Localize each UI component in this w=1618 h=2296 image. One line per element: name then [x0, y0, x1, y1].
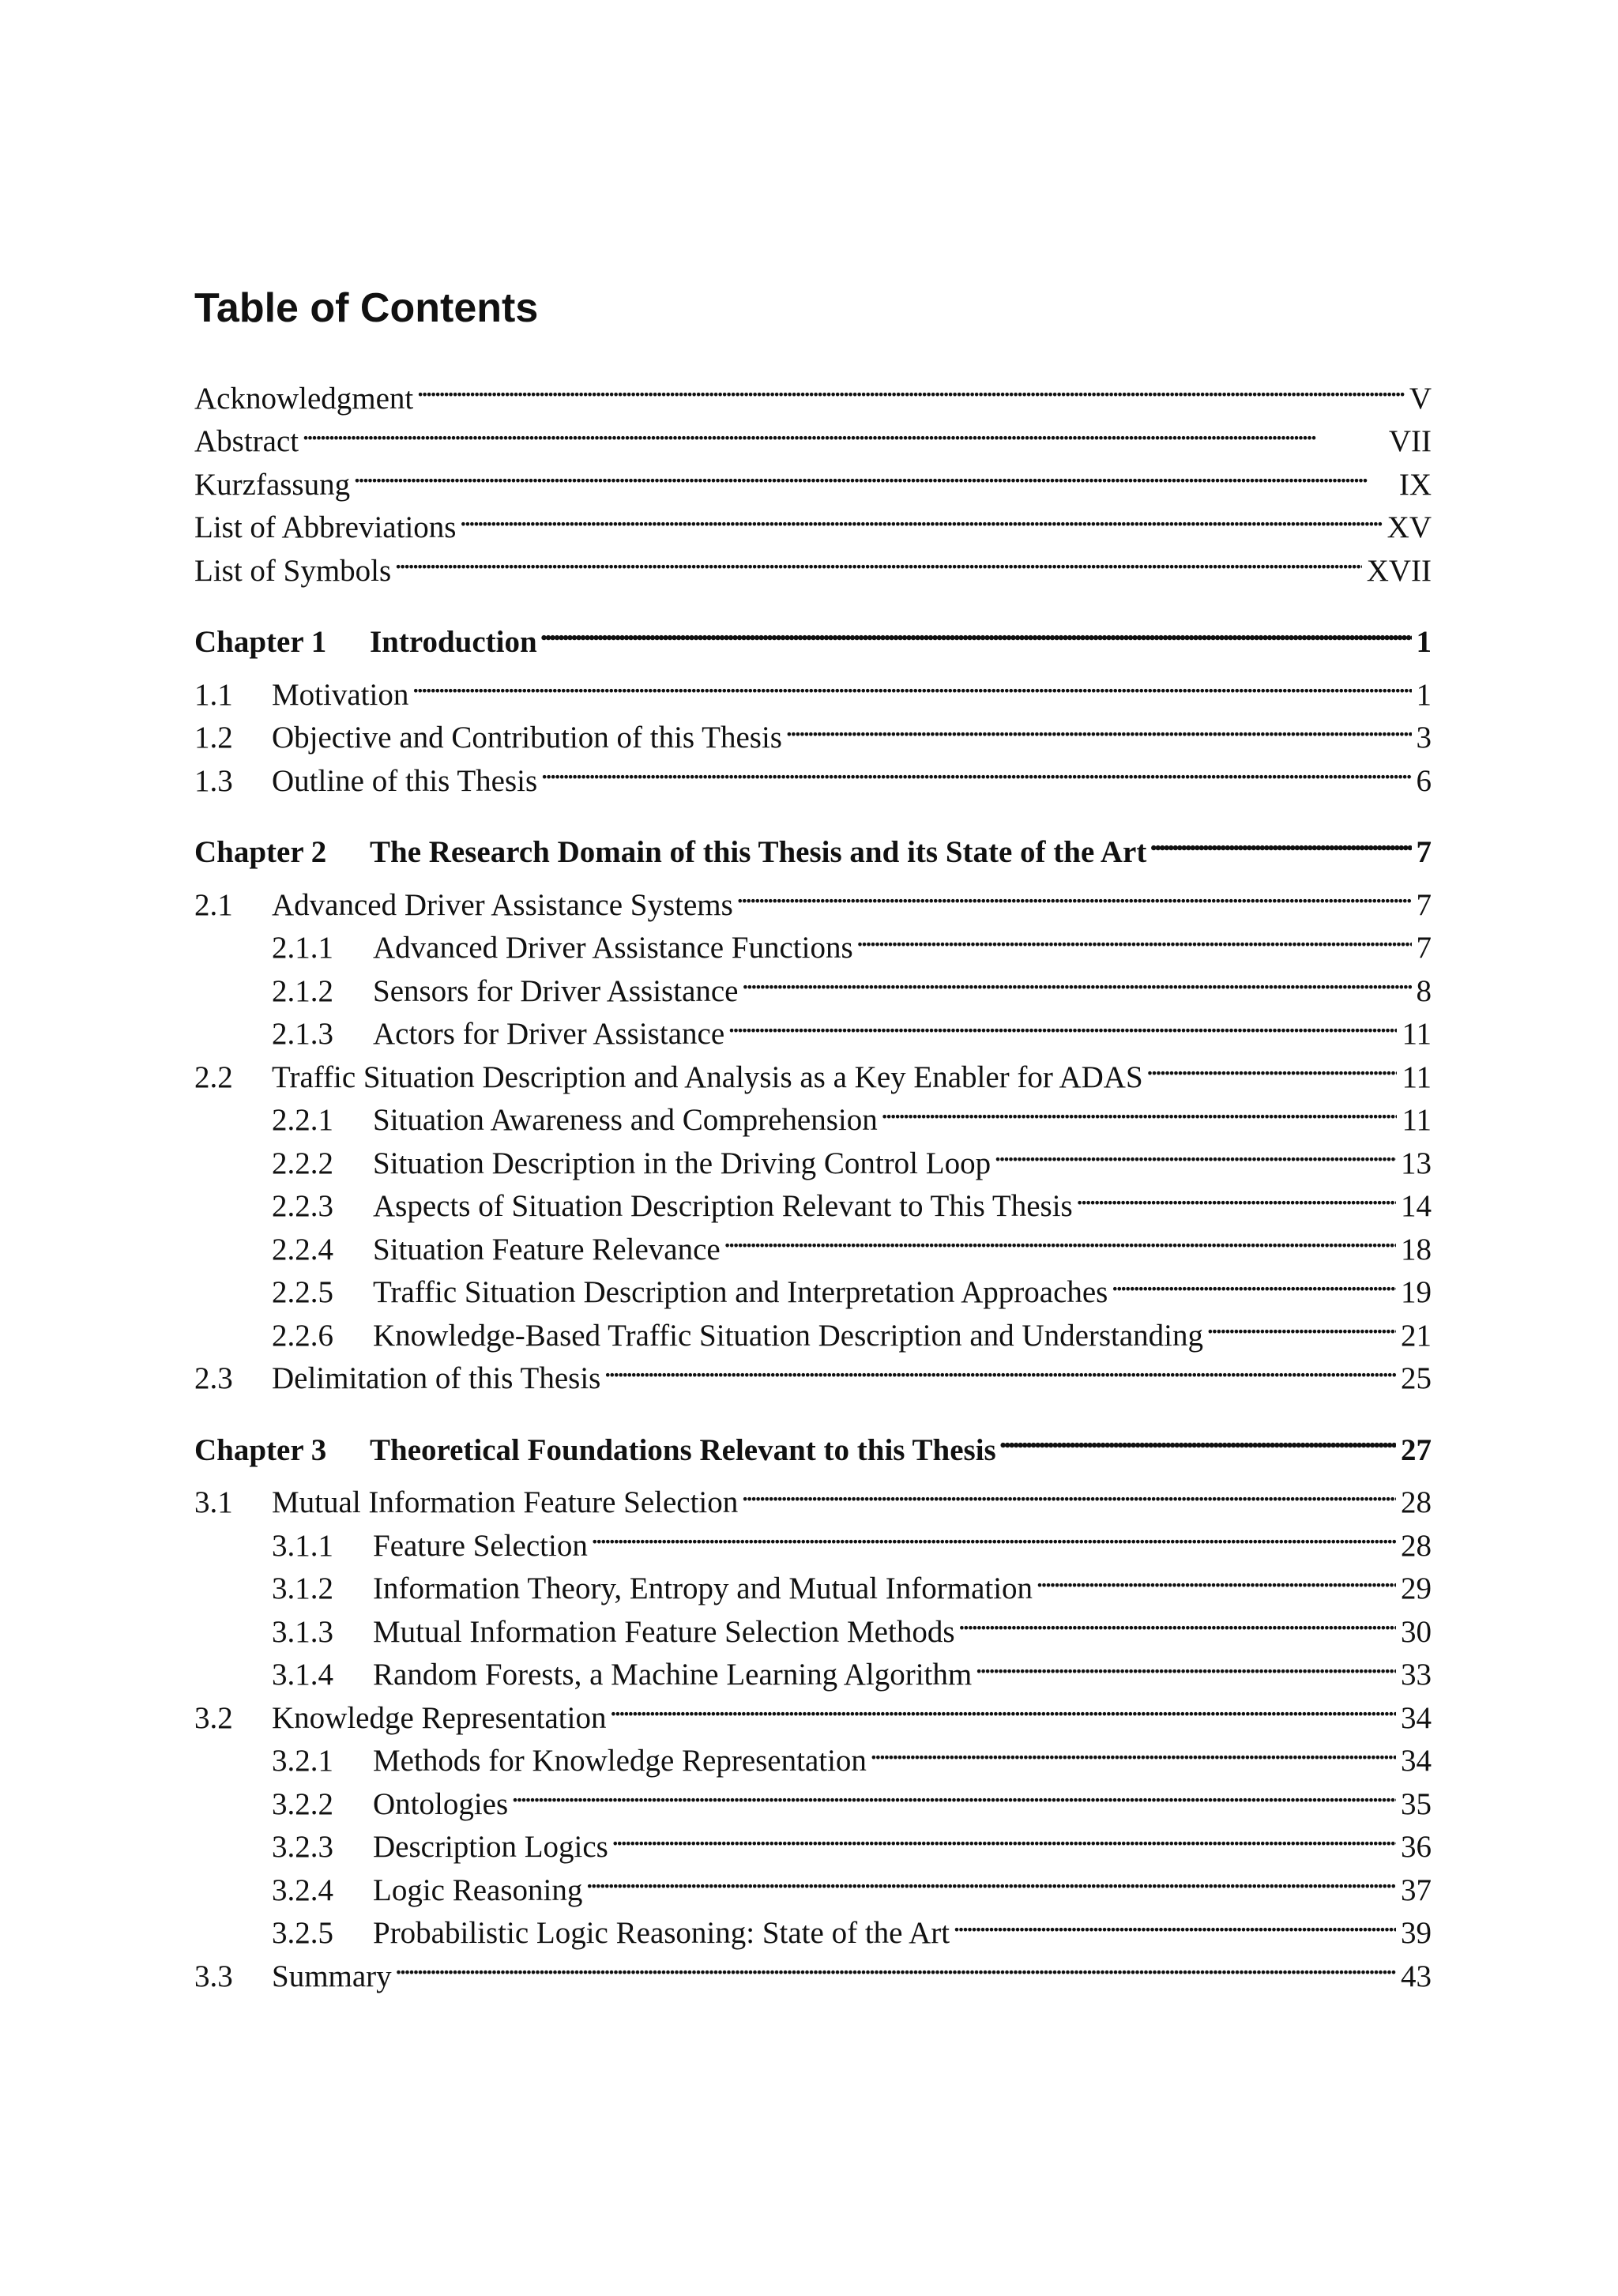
- toc-entry-number: 3.1.4: [272, 1658, 333, 1692]
- toc-entry-page: 37: [1401, 1873, 1432, 1907]
- toc-entry-page: 27: [1401, 1432, 1432, 1467]
- dot-leader: [609, 1684, 1396, 1728]
- toc-entry-label: List of Symbols: [194, 553, 392, 588]
- toc-entry-label: Outline of this Thesis: [272, 763, 538, 798]
- dot-leader: [585, 1857, 1396, 1900]
- toc-entry-page: 1: [1416, 677, 1432, 712]
- toc-entry-page: 25: [1401, 1361, 1432, 1395]
- table-of-contents: [194, 365, 1432, 1993]
- toc-entry-page: 18: [1401, 1232, 1432, 1267]
- toc-entry[interactable]: [194, 1470, 1432, 1519]
- toc-entry-label: Sensors for Driver Assistance: [373, 973, 739, 1008]
- toc-entry-label: Feature Selection: [373, 1528, 588, 1563]
- dot-leader: [394, 537, 1361, 581]
- toc-entry[interactable]: [194, 451, 1432, 502]
- toc-entry-label: Information Theory, Entropy and Mutual Information: [373, 1571, 1033, 1605]
- dot-leader: [353, 451, 1394, 495]
- toc-entry-page: 28: [1401, 1528, 1432, 1563]
- toc-entry-label: Delimitation of this Thesis: [272, 1361, 601, 1395]
- toc-entry-number: 2.2: [194, 1060, 233, 1094]
- toc-entry-label: Objective and Contribution of this Thesis: [272, 721, 782, 755]
- dot-leader: [302, 408, 1384, 452]
- dot-leader: [728, 1001, 1397, 1044]
- toc-entry-page: 43: [1401, 1959, 1432, 1993]
- dot-leader: [611, 1814, 1396, 1858]
- toc-entry-number: 2.2.4: [272, 1232, 333, 1267]
- toc-entry-number: 3.1.3: [272, 1614, 333, 1649]
- toc-entry-page: 1: [1416, 625, 1432, 659]
- dot-leader: [741, 1470, 1396, 1513]
- toc-entry-number: 3.2.4: [272, 1873, 333, 1907]
- toc-entry-page: 29: [1401, 1571, 1432, 1605]
- toc-entry-label: Motivation: [272, 677, 409, 712]
- toc-entry-number: 2.3: [194, 1361, 233, 1395]
- toc-entry-number: 3.2.2: [272, 1786, 333, 1821]
- toc-entry-label: The Research Domain of this Thesis and its State of the Art: [370, 835, 1147, 869]
- toc-entry-label: Advanced Driver Assistance Systems: [272, 887, 733, 922]
- toc-entry-page: 8: [1416, 973, 1432, 1008]
- toc-entry[interactable]: [194, 365, 1432, 416]
- toc-entry-page: VII: [1388, 424, 1432, 458]
- toc-entry-page: IX: [1398, 467, 1432, 502]
- toc-entry-number: 3.1: [194, 1485, 233, 1519]
- toc-entry-number: 2.2.2: [272, 1146, 333, 1180]
- dot-leader: [994, 1130, 1396, 1173]
- dot-leader: [459, 495, 1382, 538]
- toc-entry-label: Mutual Information Feature Selection Methods: [373, 1614, 955, 1649]
- toc-entry-page: 11: [1402, 1103, 1432, 1137]
- dot-leader: [1206, 1302, 1396, 1346]
- toc-entry-label: Theoretical Foundations Relevant to this Thesis: [370, 1432, 996, 1467]
- toc-entry-number: 3.2.5: [272, 1916, 333, 1950]
- toc-entry-page: 13: [1401, 1146, 1432, 1180]
- toc-entry-page: 34: [1401, 1744, 1432, 1778]
- dot-leader: [1111, 1259, 1396, 1303]
- dot-leader: [1076, 1173, 1396, 1217]
- toc-entry-page: 7: [1416, 887, 1432, 922]
- toc-entry[interactable]: [194, 661, 1432, 712]
- toc-entry[interactable]: [194, 871, 1432, 922]
- toc-entry-number: 2.2.5: [272, 1275, 333, 1309]
- toc-entry-label: Knowledge Representation: [272, 1700, 607, 1735]
- toc-entry-number: 2.2.3: [272, 1189, 333, 1223]
- dot-leader: [736, 871, 1412, 915]
- dot-leader: [785, 705, 1412, 748]
- toc-entry-number: 2.1.2: [272, 973, 333, 1008]
- toc-entry-label: Aspects of Situation Description Relevant to This Thesis: [373, 1189, 1073, 1223]
- toc-entry-label: Actors for Driver Assistance: [373, 1017, 725, 1051]
- dot-leader: [999, 1417, 1396, 1460]
- toc-entry-page: 6: [1416, 763, 1432, 798]
- dot-leader: [742, 958, 1412, 1001]
- toc-entry-number: 3.2.3: [272, 1830, 333, 1864]
- toc-entry[interactable]: [194, 408, 1432, 458]
- toc-entry-number: 3.2: [194, 1700, 233, 1735]
- dot-leader: [881, 1087, 1398, 1131]
- toc-entry-label: Kurzfassung: [194, 467, 351, 502]
- page-title: Table of Contents: [194, 285, 539, 331]
- toc-entry-label: Abstract: [194, 424, 299, 458]
- toc-entry-page: XVII: [1366, 553, 1432, 588]
- toc-entry-page: 3: [1416, 721, 1432, 755]
- toc-entry-label: Situation Feature Relevance: [373, 1232, 721, 1267]
- toc-entry-page: 36: [1401, 1830, 1432, 1864]
- toc-entry-label: Introduction: [370, 625, 537, 659]
- toc-entry-page: 28: [1401, 1485, 1432, 1519]
- toc-entry-page: V: [1409, 381, 1432, 416]
- toc-entry-number: 2.2.6: [272, 1318, 333, 1353]
- toc-entry-label: Advanced Driver Assistance Functions: [373, 931, 853, 965]
- toc-entry-number: Chapter 1: [194, 625, 327, 659]
- dot-leader: [958, 1598, 1396, 1642]
- toc-entry-number: 1.2: [194, 721, 233, 755]
- toc-entry-page: 35: [1401, 1786, 1432, 1821]
- toc-entry-label: Random Forests, a Machine Learning Algorithm: [373, 1658, 973, 1692]
- dot-leader: [591, 1512, 1396, 1556]
- dot-leader: [856, 915, 1412, 958]
- toc-entry-page: XV: [1387, 510, 1432, 544]
- toc-entry-number: Chapter 3: [194, 1432, 327, 1467]
- dot-leader: [870, 1728, 1396, 1771]
- toc-entry-page: 19: [1401, 1275, 1432, 1309]
- toc-entry-label: Situation Description in the Driving Control Loop: [373, 1146, 991, 1180]
- toc-entry-label: Probabilistic Logic Reasoning: State of the Art: [373, 1916, 950, 1950]
- toc-entry-number: 3.1.1: [272, 1528, 333, 1563]
- dot-leader: [975, 1642, 1396, 1685]
- toc-entry[interactable]: [194, 819, 1432, 869]
- toc-entry-page: 7: [1416, 931, 1432, 965]
- toc-entry-label: Knowledge-Based Traffic Situation Description and Understanding: [373, 1318, 1204, 1353]
- dot-leader: [604, 1346, 1396, 1389]
- toc-entry-page: 30: [1401, 1614, 1432, 1649]
- toc-entry-number: 2.1: [194, 887, 233, 922]
- toc-entry-label: Traffic Situation Description and Analysis as a Key Enabler for ADAS: [272, 1060, 1143, 1094]
- toc-entry-number: 1.3: [194, 763, 233, 798]
- toc-entry-page: 21: [1401, 1318, 1432, 1353]
- toc-entry-number: 3.2.1: [272, 1744, 333, 1778]
- dot-leader: [1150, 819, 1411, 863]
- toc-entry-label: Situation Awareness and Comprehension: [373, 1103, 878, 1137]
- toc-entry-label: Acknowledgment: [194, 381, 414, 416]
- dot-leader: [416, 365, 1405, 408]
- dot-leader: [395, 1943, 1396, 1986]
- toc-entry-number: 2.1.3: [272, 1017, 333, 1051]
- dot-leader: [953, 1900, 1396, 1944]
- toc-entry-page: 34: [1401, 1700, 1432, 1735]
- toc-entry-number: Chapter 2: [194, 835, 327, 869]
- toc-entry-label: Traffic Situation Description and Interpretation Approaches: [373, 1275, 1108, 1309]
- toc-entry-page: 11: [1402, 1060, 1432, 1094]
- dot-leader: [1036, 1556, 1396, 1599]
- toc-entry-label: List of Abbreviations: [194, 510, 457, 544]
- toc-entry-page: 11: [1402, 1017, 1432, 1051]
- dot-leader: [511, 1771, 1396, 1814]
- toc-entry-page: 7: [1416, 835, 1432, 869]
- dot-leader: [1146, 1044, 1398, 1087]
- toc-entry-number: 1.1: [194, 677, 233, 712]
- toc-entry[interactable]: [194, 1417, 1432, 1467]
- toc-entry-page: 33: [1401, 1658, 1432, 1692]
- dot-leader: [724, 1216, 1396, 1259]
- toc-entry-label: Mutual Information Feature Selection: [272, 1485, 739, 1519]
- toc-entry-number: 2.2.1: [272, 1103, 333, 1137]
- toc-entry-number: 3.3: [194, 1959, 233, 1993]
- dot-leader: [540, 609, 1412, 653]
- dot-leader: [412, 661, 1411, 705]
- toc-entry-label: Ontologies: [373, 1786, 509, 1821]
- toc-entry-number: 2.1.1: [272, 931, 333, 965]
- toc-entry-label: Logic Reasoning: [373, 1873, 583, 1907]
- toc-entry-label: Methods for Knowledge Representation: [373, 1744, 867, 1778]
- toc-entry-label: Description Logics: [373, 1830, 608, 1864]
- toc-entry-page: 14: [1401, 1189, 1432, 1223]
- dot-leader: [540, 747, 1411, 791]
- toc-entry[interactable]: [194, 495, 1432, 544]
- toc-entry-number: 3.1.2: [272, 1571, 333, 1605]
- toc-entry[interactable]: [194, 609, 1432, 659]
- toc-entry-page: 39: [1401, 1916, 1432, 1950]
- toc-entry-label: Summary: [272, 1959, 392, 1993]
